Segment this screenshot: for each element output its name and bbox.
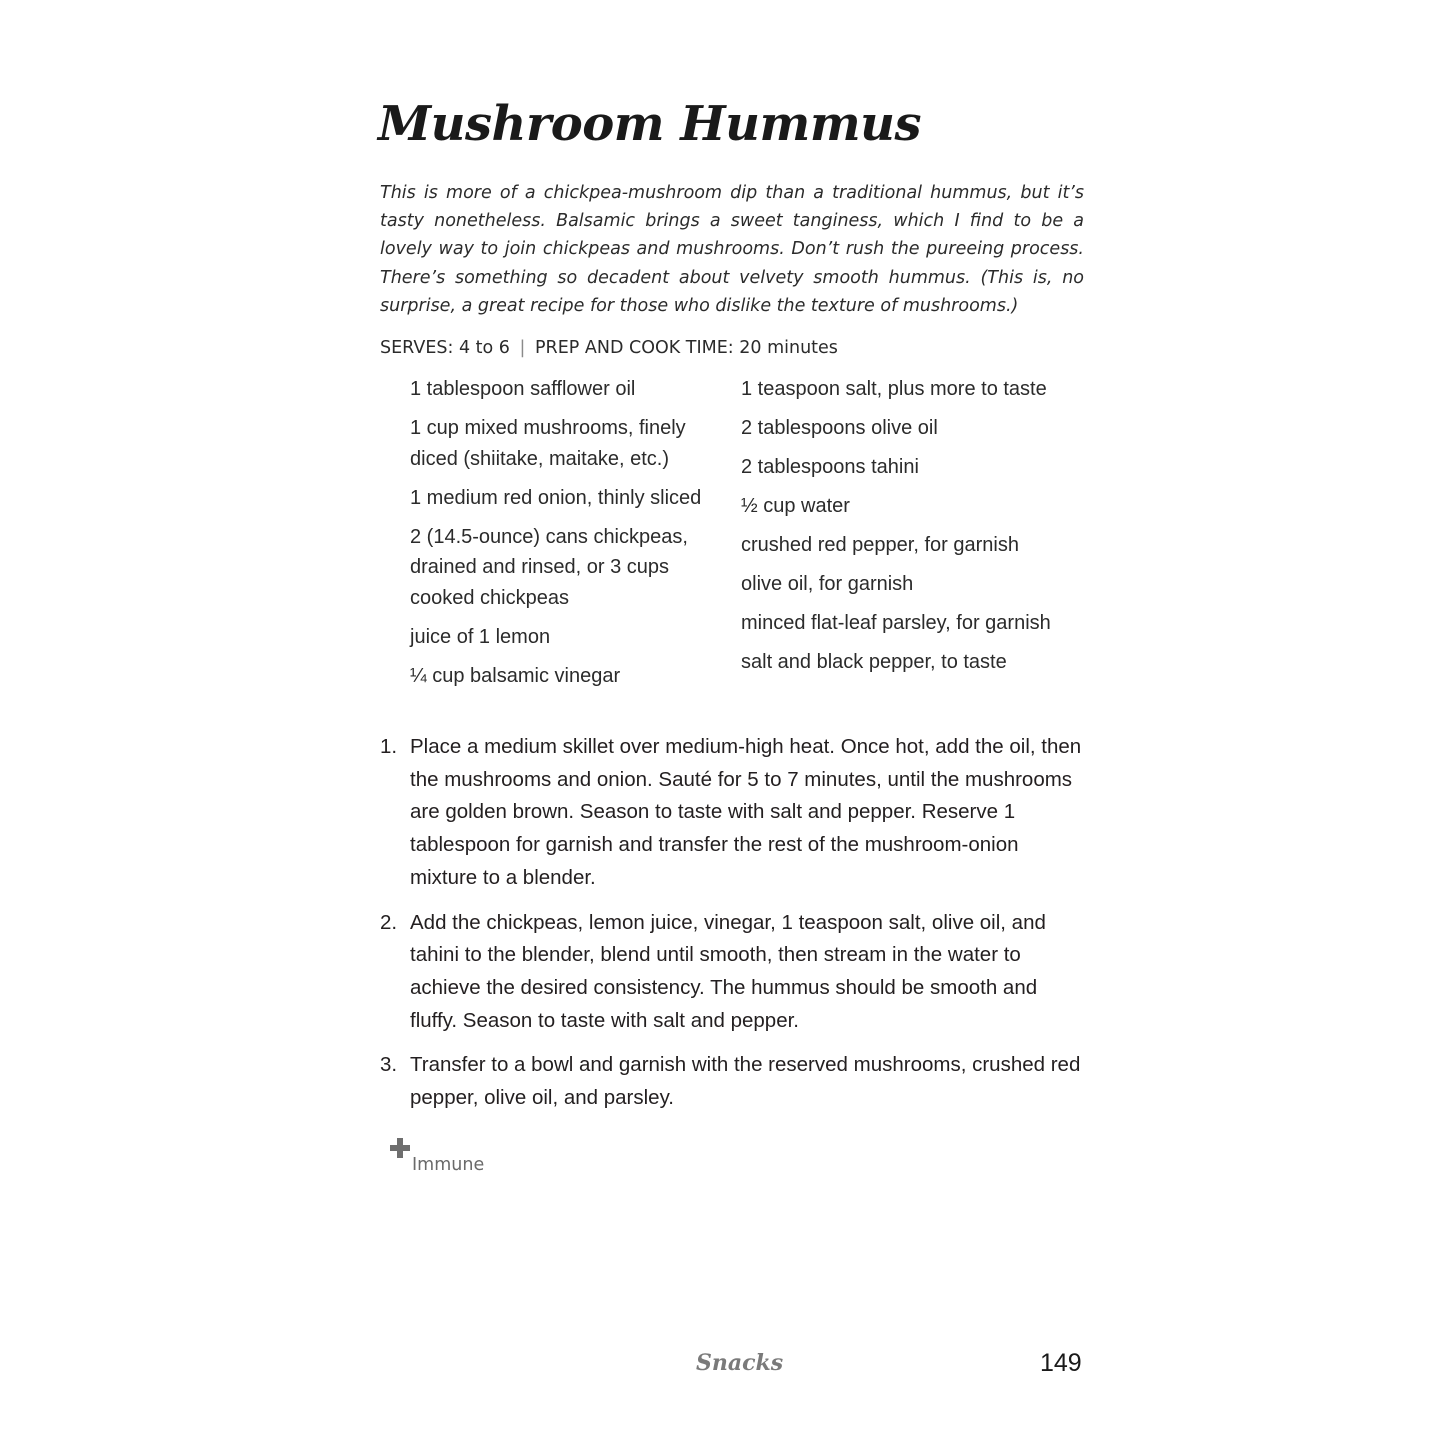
- ingredient-item: 1 medium red onion, thinly sliced: [410, 486, 702, 509]
- step-number: 1.: [380, 735, 398, 758]
- ingredient-item: olive oil, for garnish: [741, 573, 914, 595]
- ingredient-item: ¼ cup balsamic vinegar: [410, 664, 621, 687]
- ingredients-column-2: [741, 374, 1071, 686]
- serves-text: SERVES: 4 to 6: [380, 338, 510, 358]
- ingredient-item: 1 teaspoon salt, plus more to taste: [741, 378, 1047, 400]
- ingredients-column-1: [410, 374, 720, 700]
- ingredient-item: 2 tablespoons olive oil: [741, 417, 938, 439]
- ingredient-item: 1 tablespoon safflower oil: [410, 378, 636, 400]
- step-text: Place a medium skillet over medium-high heat. Once hot, add the oil, then the mushrooms and onion. Sauté for 5 to 7 minutes, until the mushrooms are golden brown. Season to taste with salt and pepper. Reserve 1 tablespoon for garnish and transfer the rest of the mushroom-onion mixture to a blender.: [410, 735, 1082, 889]
- step-item: [380, 1049, 1085, 1114]
- ingredient-item: 2 tablespoons tahini: [741, 456, 919, 478]
- meta-separator: |: [519, 338, 526, 358]
- recipe-steps: [380, 731, 1085, 1127]
- recipe-meta: [380, 334, 838, 362]
- step-number: 3.: [380, 1053, 398, 1077]
- health-tag-label: Immune: [412, 1155, 485, 1175]
- time-text: PREP AND COOK TIME: 20 minutes: [535, 338, 838, 358]
- step-text: Add the chickpeas, lemon juice, vinegar, 1 teaspoon salt, olive oil, and tahini to the blender, blend until smooth, then stream in the water to achieve the desired consistency. The hummus should be smooth and fluffy. Season to taste with salt and pepper.: [410, 910, 1046, 1032]
- plus-icon: [390, 1138, 410, 1158]
- ingredient-item: ½ cup water: [741, 495, 850, 517]
- recipe-title: Mushroom Hummus: [378, 96, 922, 152]
- ingredient-item: minced flat-leaf parsley, for garnish: [741, 612, 1051, 634]
- ingredient-item: salt and black pepper, to taste: [741, 651, 1007, 673]
- step-number: 2.: [380, 910, 398, 934]
- step-item: [380, 907, 1085, 1038]
- step-text: Transfer to a bowl and garnish with the reserved mushrooms, crushed red pepper, olive oil, and parsley.: [410, 1053, 1081, 1110]
- ingredient-item: crushed red pepper, for garnish: [741, 534, 1019, 556]
- ingredient-item: 1 cup mixed mushrooms, finely diced (shiitake, maitake, etc.): [410, 417, 686, 470]
- recipe-intro: This is more of a chickpea-mushroom dip than a traditional hummus, but it’s tasty nonetheless. Balsamic brings a sweet tanginess, which I find to be a lovely way to join chickpeas and mushrooms. Don’t rush the pureeing process. There’s something so decadent about velvety smooth hummus. (This is, no surprise, a great recipe for those who dislike the texture of mushrooms.): [380, 183, 1084, 316]
- step-item: [380, 731, 1085, 895]
- ingredient-item: juice of 1 lemon: [410, 625, 551, 648]
- footer-section-title: Snacks: [696, 1350, 784, 1376]
- ingredient-item: 2 (14.5-ounce) cans chickpeas, drained and rinsed, or 3 cups cooked chickpeas: [410, 525, 688, 609]
- page-number: 149: [1040, 1349, 1082, 1377]
